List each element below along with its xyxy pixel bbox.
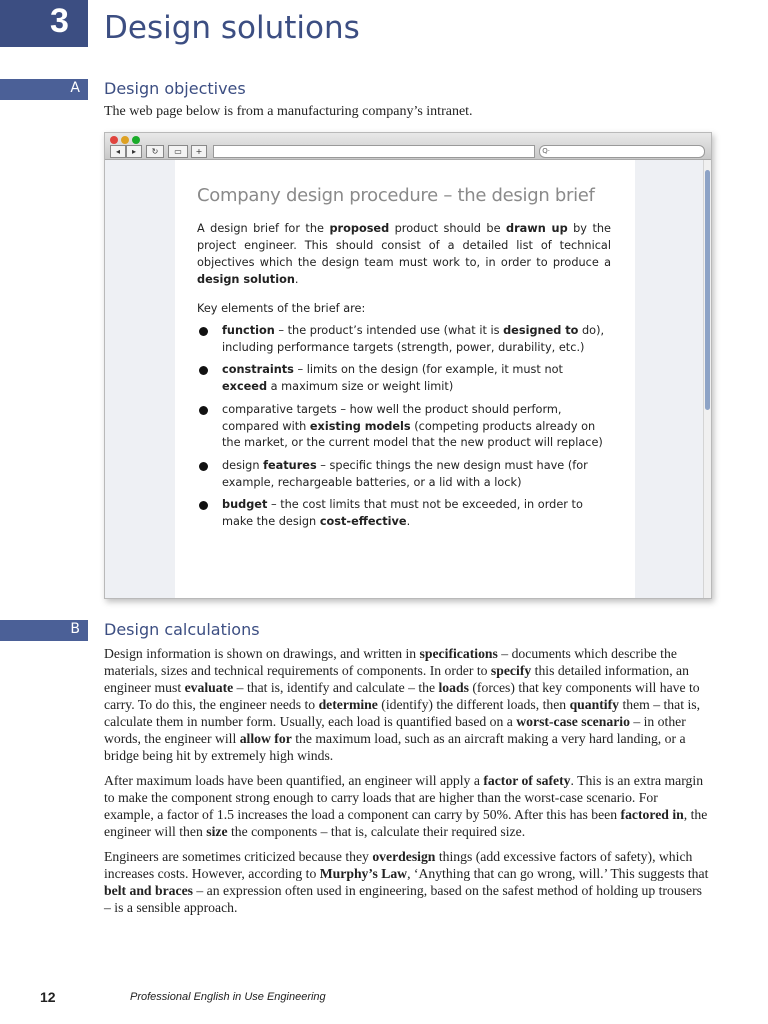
text-run: – an expression often used in engineering, based on the safest method of holding up trousers – is a sensible approach. (104, 883, 702, 915)
key-term: determine (318, 697, 378, 712)
body-paragraph (104, 645, 710, 764)
key-term: specifications (419, 646, 498, 661)
list-item (197, 362, 611, 395)
text-run: (identify) the different loads, then (377, 697, 570, 712)
zoom-window-icon[interactable] (132, 136, 140, 144)
key-term: belt and braces (104, 883, 193, 898)
brief-heading: Company design procedure – the design brief (197, 185, 595, 206)
section-b-body (104, 645, 710, 924)
unit-number: 3 (50, 2, 69, 40)
text-run: – limits on the design (for example, it must not (293, 363, 563, 377)
text-run: the components – that is, calculate their required size. (227, 824, 526, 839)
list-item (197, 323, 611, 356)
text-run: product should be (389, 222, 506, 235)
add-bookmark-button[interactable]: + (191, 145, 207, 158)
key-term: existing models (309, 419, 411, 433)
key-term: evaluate (184, 680, 234, 695)
key-elements-list (197, 323, 611, 531)
body-paragraph (104, 772, 710, 840)
section-b-title: Design calculations (104, 620, 260, 639)
text-run: Engineers are sometimes criticized because they (104, 849, 373, 864)
key-term: function (222, 324, 275, 337)
key-term: drawn up (506, 222, 568, 235)
body-paragraph (104, 848, 710, 916)
left-sidebar-faded (105, 160, 175, 599)
unit-number-box (0, 0, 88, 47)
key-term: exceed (222, 380, 268, 394)
text-run: – in other words, the engineer will (104, 714, 686, 746)
key-term: allow for (239, 731, 292, 746)
section-a-intro: The web page below is from a manufacturing company’s intranet. (104, 104, 473, 119)
key-term: design solution (197, 273, 295, 286)
list-item (197, 402, 611, 452)
text-run: A design brief for the (197, 222, 330, 235)
scrollbar-thumb[interactable] (705, 170, 710, 410)
text-run: (competing products already on the market, or the current model that the new product will replace) (222, 419, 603, 450)
key-term: Murphy’s Law (319, 866, 408, 881)
reload-button[interactable]: ↻ (146, 145, 164, 158)
key-term: quantify (569, 697, 620, 712)
unit-title: Design solutions (104, 10, 360, 46)
list-item (197, 497, 611, 530)
key-term: factored in (620, 807, 684, 822)
section-a-title: Design objectives (104, 79, 246, 98)
key-term: overdesign (372, 849, 436, 864)
section-b-bar (0, 620, 88, 641)
key-term: loads (438, 680, 469, 695)
text-run: design (222, 458, 264, 472)
forward-button[interactable]: ▸ (126, 145, 142, 158)
text-run: Design information is shown on drawings, and written in (104, 646, 420, 661)
browser-window (104, 132, 712, 599)
key-term: proposed (329, 222, 390, 235)
text-run: the maximum load, such as an aircraft making a very hard landing, or a bridge being hit by extremely high winds. (104, 731, 686, 763)
browser-toolbar (105, 133, 711, 160)
list-item (197, 458, 611, 491)
scrollbar[interactable] (703, 160, 712, 599)
close-window-icon[interactable] (110, 136, 118, 144)
text-run: – specific things the new design must have (for example, rechargeable batteries, or a lid with a lock) (222, 458, 588, 489)
text-run: by the project engineer. This should consist of a detailed list of technical objectives which the design team must work to, in order to produce a (197, 222, 611, 269)
text-run: . This is an extra margin to make the component strong enough to carry loads that are higher than the worst-case scenario. For example, a factor of 1.5 increases the load a component can carry by 50%. After this has been (104, 773, 704, 822)
key-term: factor of safety (483, 773, 571, 788)
section-b-letter: B (70, 621, 80, 637)
search-field[interactable] (539, 145, 705, 158)
text-run: , the engineer will then (104, 807, 708, 839)
text-run: – documents which describe the materials, sizes and technical requirements of components. In order to (104, 646, 677, 678)
address-bar[interactable] (213, 145, 535, 158)
text-run: After maximum loads have been quantified, an engineer will apply a (104, 773, 484, 788)
section-a-bar (0, 79, 88, 100)
text-run: – the cost limits that must not be exceeded, in order to make the design (222, 498, 583, 529)
key-term: specify (490, 663, 532, 678)
book-title: Professional English in Use Engineering (130, 991, 326, 1003)
text-run: comparative targets – how well the product should perform, compared with (222, 402, 562, 433)
key-term: features (263, 458, 317, 472)
text-run: . (294, 273, 299, 286)
page-content (197, 185, 611, 537)
text-run: do), including performance targets (strength, power, durability, etc.) (222, 324, 605, 354)
search-icon: Q· (542, 147, 550, 155)
text-run: – that is, identify and calculate – the (233, 680, 439, 695)
section-a-letter: A (70, 80, 80, 96)
text-run: (forces) that key components will have to carry. To do this, the engineer needs to (104, 680, 700, 712)
minimize-window-icon[interactable] (121, 136, 129, 144)
text-run: this detailed information, an engineer must (104, 663, 689, 695)
brief-paragraph (197, 220, 611, 288)
key-term: worst-case scenario (516, 714, 630, 729)
text-run: a maximum size or weight limit) (267, 380, 454, 394)
key-elements-label: Key elements of the brief are: (197, 302, 366, 315)
key-term: cost-effective (319, 515, 407, 529)
text-run: things (add excessive factors of safety), which increases costs. However, according to (104, 849, 693, 881)
text-run: – the product’s intended use (what it is (274, 324, 504, 337)
right-sidebar-faded (635, 160, 705, 599)
text-run: them – that is, calculate them in number form. Usually, each load is quantified based on a (104, 697, 700, 729)
page-number: 12 (40, 989, 56, 1005)
key-term: budget (222, 498, 268, 512)
text-run: . (406, 515, 411, 529)
key-term: designed to (503, 324, 579, 337)
tabs-button[interactable]: ▭ (168, 145, 188, 158)
key-term: size (206, 824, 228, 839)
key-term: constraints (222, 363, 294, 377)
text-run: , ‘Anything that can go wrong, will.’ This suggests that (407, 866, 709, 881)
back-button[interactable]: ◂ (110, 145, 126, 158)
